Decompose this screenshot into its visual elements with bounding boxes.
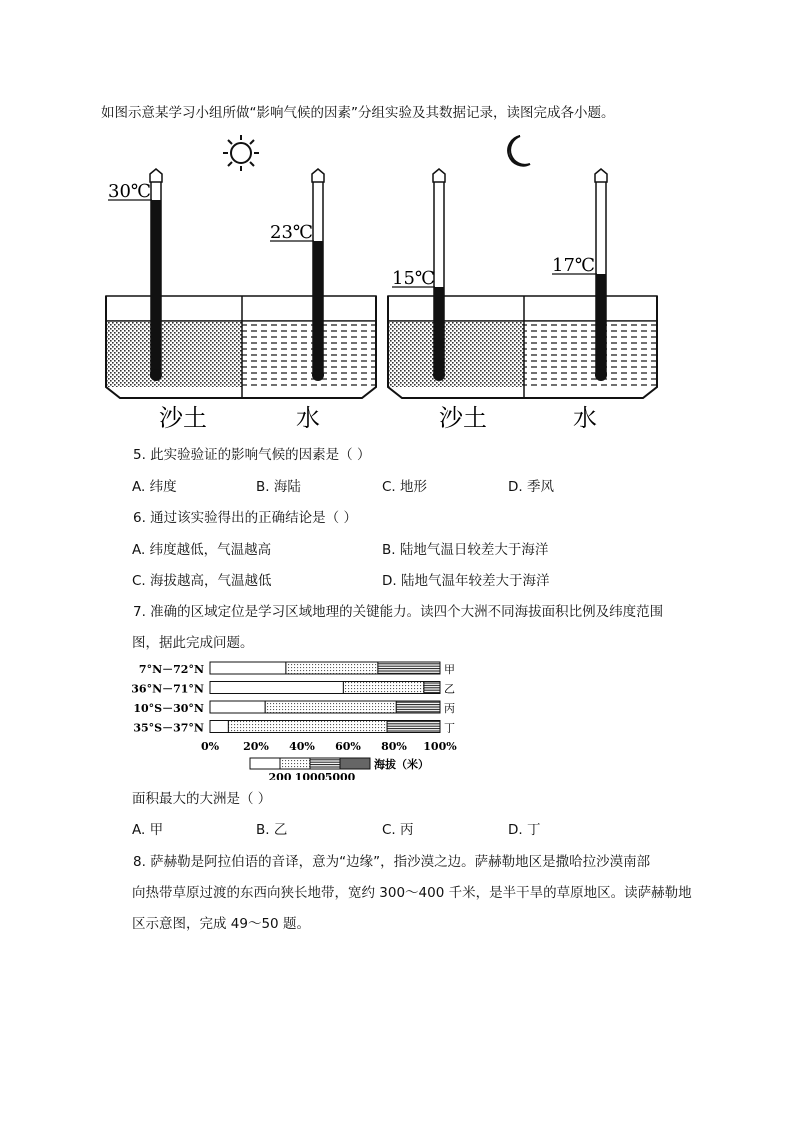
legend-item-label: 1000 xyxy=(294,771,326,780)
q6-option-c[interactable]: C. 海拔越高，气温越低 xyxy=(132,573,272,589)
night-container xyxy=(388,296,657,398)
bar-segment xyxy=(286,662,378,674)
q5-option-c[interactable]: C. 地形 xyxy=(382,479,428,495)
night-sand-temp: 15℃ xyxy=(392,268,436,289)
x-tick-label: 80% xyxy=(381,740,407,753)
chart-x-ticks xyxy=(201,740,457,753)
row-range-label: 35°S－37°N xyxy=(133,721,204,735)
x-tick-label: 100% xyxy=(423,740,457,753)
row-range-label: 36°N－71°N xyxy=(131,682,204,696)
x-tick-label: 40% xyxy=(289,740,315,753)
q8-line2: 向热带草原过渡的东西向狭长地带，宽约 300～400 千米，是半干旱的草原地区。读萨赫勒地 xyxy=(132,885,692,901)
q6-option-d[interactable]: D. 陆地气温年较差大于海洋 xyxy=(382,573,550,589)
row-name-label: 丙 xyxy=(444,702,455,715)
bar-segment xyxy=(378,662,440,674)
q6-option-a[interactable]: A. 纬度越低，气温越高 xyxy=(132,542,272,558)
sun-icon xyxy=(223,135,259,171)
day-sand-temp: 30℃ xyxy=(108,181,152,202)
legend-item-label: 200 xyxy=(268,771,292,780)
bar-segment xyxy=(228,721,387,733)
x-tick-label: 0% xyxy=(200,740,220,753)
day-water-label: 水 xyxy=(296,404,320,430)
moon-icon xyxy=(508,136,530,166)
day-container xyxy=(106,296,376,398)
bar-segment xyxy=(343,682,424,694)
row-name-label: 乙 xyxy=(444,682,455,696)
q6-stem: 6. 通过该实验得出的正确结论是（ ） xyxy=(133,510,357,526)
row-name-label: 甲 xyxy=(444,663,455,676)
night-water-label: 水 xyxy=(573,404,597,430)
legend-swatch xyxy=(340,758,370,769)
bar-segment xyxy=(424,682,440,694)
q7-question: 面积最大的大洲是（ ） xyxy=(132,791,272,807)
bar-segment xyxy=(396,701,440,713)
bar-segment xyxy=(210,701,265,713)
day-sand-label: 沙土 xyxy=(159,404,207,430)
x-tick-label: 60% xyxy=(335,740,361,753)
q7-option-b[interactable]: B. 乙 xyxy=(256,822,288,838)
q7-option-c[interactable]: C. 丙 xyxy=(382,822,414,838)
q5-stem: 5. 此实验验证的影响气候的因素是（ ） xyxy=(133,447,371,463)
bar-segment xyxy=(210,721,228,733)
q8-line3: 区示意图，完成 49～50 题。 xyxy=(132,916,310,932)
legend-swatch xyxy=(280,758,310,769)
intro-text: 如图示意某学习小组所做“影响气候的因素”分组实验及其数据记录，读图完成各小题。 xyxy=(101,105,615,121)
legend-swatch xyxy=(250,758,280,769)
q5-option-b[interactable]: B. 海陆 xyxy=(256,479,301,495)
bar-segment xyxy=(210,662,286,674)
q7-option-a[interactable]: A. 甲 xyxy=(132,822,164,838)
bar-segment xyxy=(265,701,396,713)
day-water-temp: 23℃ xyxy=(270,222,314,243)
q7-option-d[interactable]: D. 丁 xyxy=(508,822,541,838)
bar-segment xyxy=(210,682,343,694)
experiment-figure xyxy=(0,130,794,430)
q7-stem-line2: 图，据此完成问题。 xyxy=(132,635,254,651)
q5-option-a[interactable]: A. 纬度 xyxy=(132,479,177,495)
legend-item-label: 5000 xyxy=(324,771,356,780)
chart-legend xyxy=(250,757,429,780)
legend-swatch xyxy=(310,758,340,769)
row-name-label: 丁 xyxy=(444,721,455,735)
row-range-label: 10°S－30°N xyxy=(133,702,204,715)
bar-segment xyxy=(387,721,440,733)
q6-option-b[interactable]: B. 陆地气温日较差大于海洋 xyxy=(382,542,549,558)
q5-option-d[interactable]: D. 季风 xyxy=(508,479,554,495)
row-range-label: 7°N－72°N xyxy=(138,663,204,676)
q8-line1: 8. 萨赫勒是阿拉伯语的音译，意为“边缘”，指沙漠之边。萨赫勒地区是撒哈拉沙漠南部 xyxy=(133,854,651,870)
night-water-temp: 17℃ xyxy=(552,255,596,276)
q7-stem-line1: 7. 准确的区域定位是学习区域地理的关键能力。读四个大洲不同海拔面积比例及纬度范围 xyxy=(133,604,664,620)
night-sand-label: 沙土 xyxy=(439,404,487,430)
legend-title: 海拔（米） xyxy=(374,758,429,771)
chart-rows xyxy=(131,662,455,735)
x-tick-label: 20% xyxy=(243,740,269,753)
altitude-latitude-chart xyxy=(126,658,486,780)
